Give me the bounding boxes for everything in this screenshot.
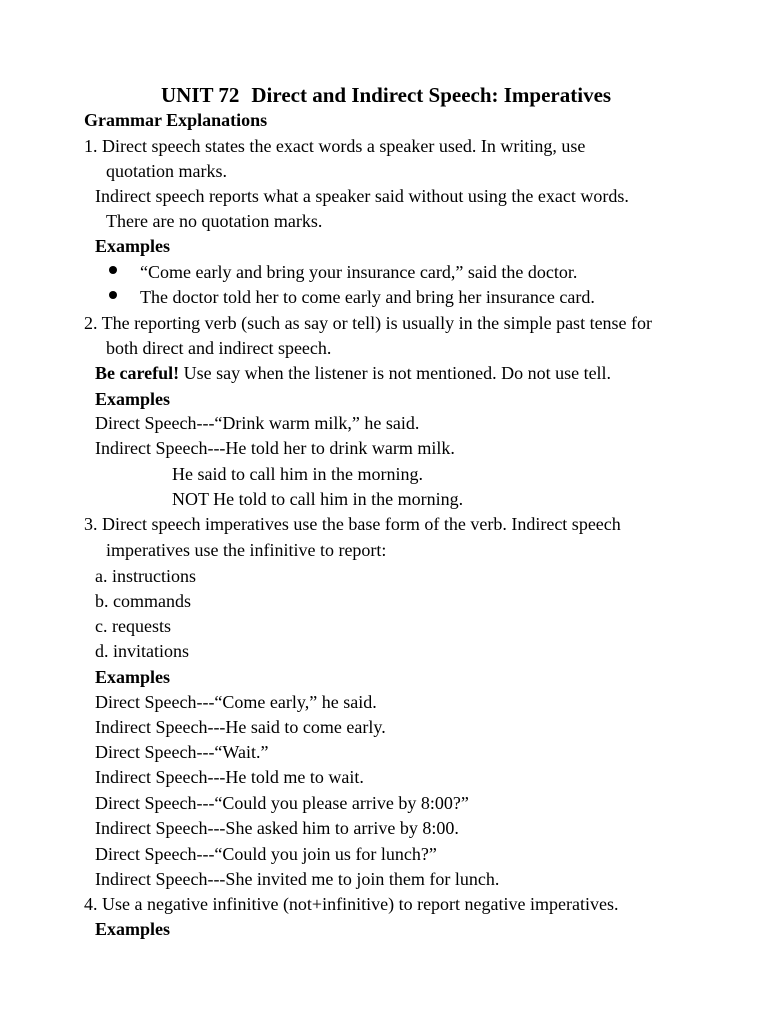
point1-line1: 1. Direct speech states the exact words a speaker used. In writing, use <box>84 136 586 156</box>
point2-examples-label: Examples <box>95 389 171 409</box>
point4-examples-label: Examples <box>95 919 171 939</box>
page-title <box>161 85 611 106</box>
point4-line1: 4. Use a negative infinitive (not+infinitive) to report negative imperatives. <box>84 894 619 914</box>
careful-label: Be careful! <box>95 363 180 383</box>
point1-line4: There are no quotation marks. <box>106 211 323 231</box>
point3-example-5: Direct Speech---“Could you please arrive by 8:00?” <box>95 793 469 813</box>
point3-item-c: c. requests <box>95 616 171 636</box>
point2-example-1: Direct Speech---“Drink warm milk,” he said. <box>95 413 420 433</box>
point1-bullet-1: “Come early and bring your insurance card,” said the doctor. <box>140 262 578 282</box>
point3-example-4: Indirect Speech---He told me to wait. <box>95 767 364 787</box>
point2-careful <box>95 364 611 382</box>
point3-examples-label: Examples <box>95 667 171 687</box>
point3-example-2: Indirect Speech---He said to come early. <box>95 717 386 737</box>
point2-line2: both direct and indirect speech. <box>106 338 332 358</box>
point3-item-b: b. commands <box>95 591 191 611</box>
section-heading: Grammar Explanations <box>84 110 268 130</box>
point3-example-1: Direct Speech---“Come early,” he said. <box>95 692 377 712</box>
point1-line2: quotation marks. <box>106 161 227 181</box>
point3-example-3: Direct Speech---“Wait.” <box>95 742 269 762</box>
point3-item-d: d. invitations <box>95 641 189 661</box>
point2-example-2: Indirect Speech---He told her to drink warm milk. <box>95 438 455 458</box>
point3-example-6: Indirect Speech---She asked him to arrive by 8:00. <box>95 818 459 838</box>
unit-title: Direct and Indirect Speech: Imperatives <box>251 83 612 107</box>
point1-line3: Indirect speech reports what a speaker said without using the exact words. <box>95 186 629 206</box>
point3-example-7: Direct Speech---“Could you join us for lunch?” <box>95 844 437 864</box>
point3-line2: imperatives use the infinitive to report: <box>106 540 387 560</box>
point2-line1: 2. The reporting verb (such as say or tell) is usually in the simple past tense for <box>84 313 653 333</box>
point2-example-4: NOT He told to call him in the morning. <box>172 489 464 509</box>
point1-bullet-2: The doctor told her to come early and bring her insurance card. <box>140 287 595 307</box>
bullet-icon <box>109 266 117 274</box>
bullet-icon <box>109 291 117 299</box>
unit-number: UNIT 72 <box>161 83 240 107</box>
point1-examples-label: Examples <box>95 236 171 256</box>
point2-example-3: He said to call him in the morning. <box>172 464 423 484</box>
point3-item-a: a. instructions <box>95 566 196 586</box>
careful-text: Use say when the listener is not mentioned. Do not use tell. <box>179 363 612 383</box>
point3-line1: 3. Direct speech imperatives use the base form of the verb. Indirect speech <box>84 514 621 534</box>
point3-example-8: Indirect Speech---She invited me to join them for lunch. <box>95 869 500 889</box>
